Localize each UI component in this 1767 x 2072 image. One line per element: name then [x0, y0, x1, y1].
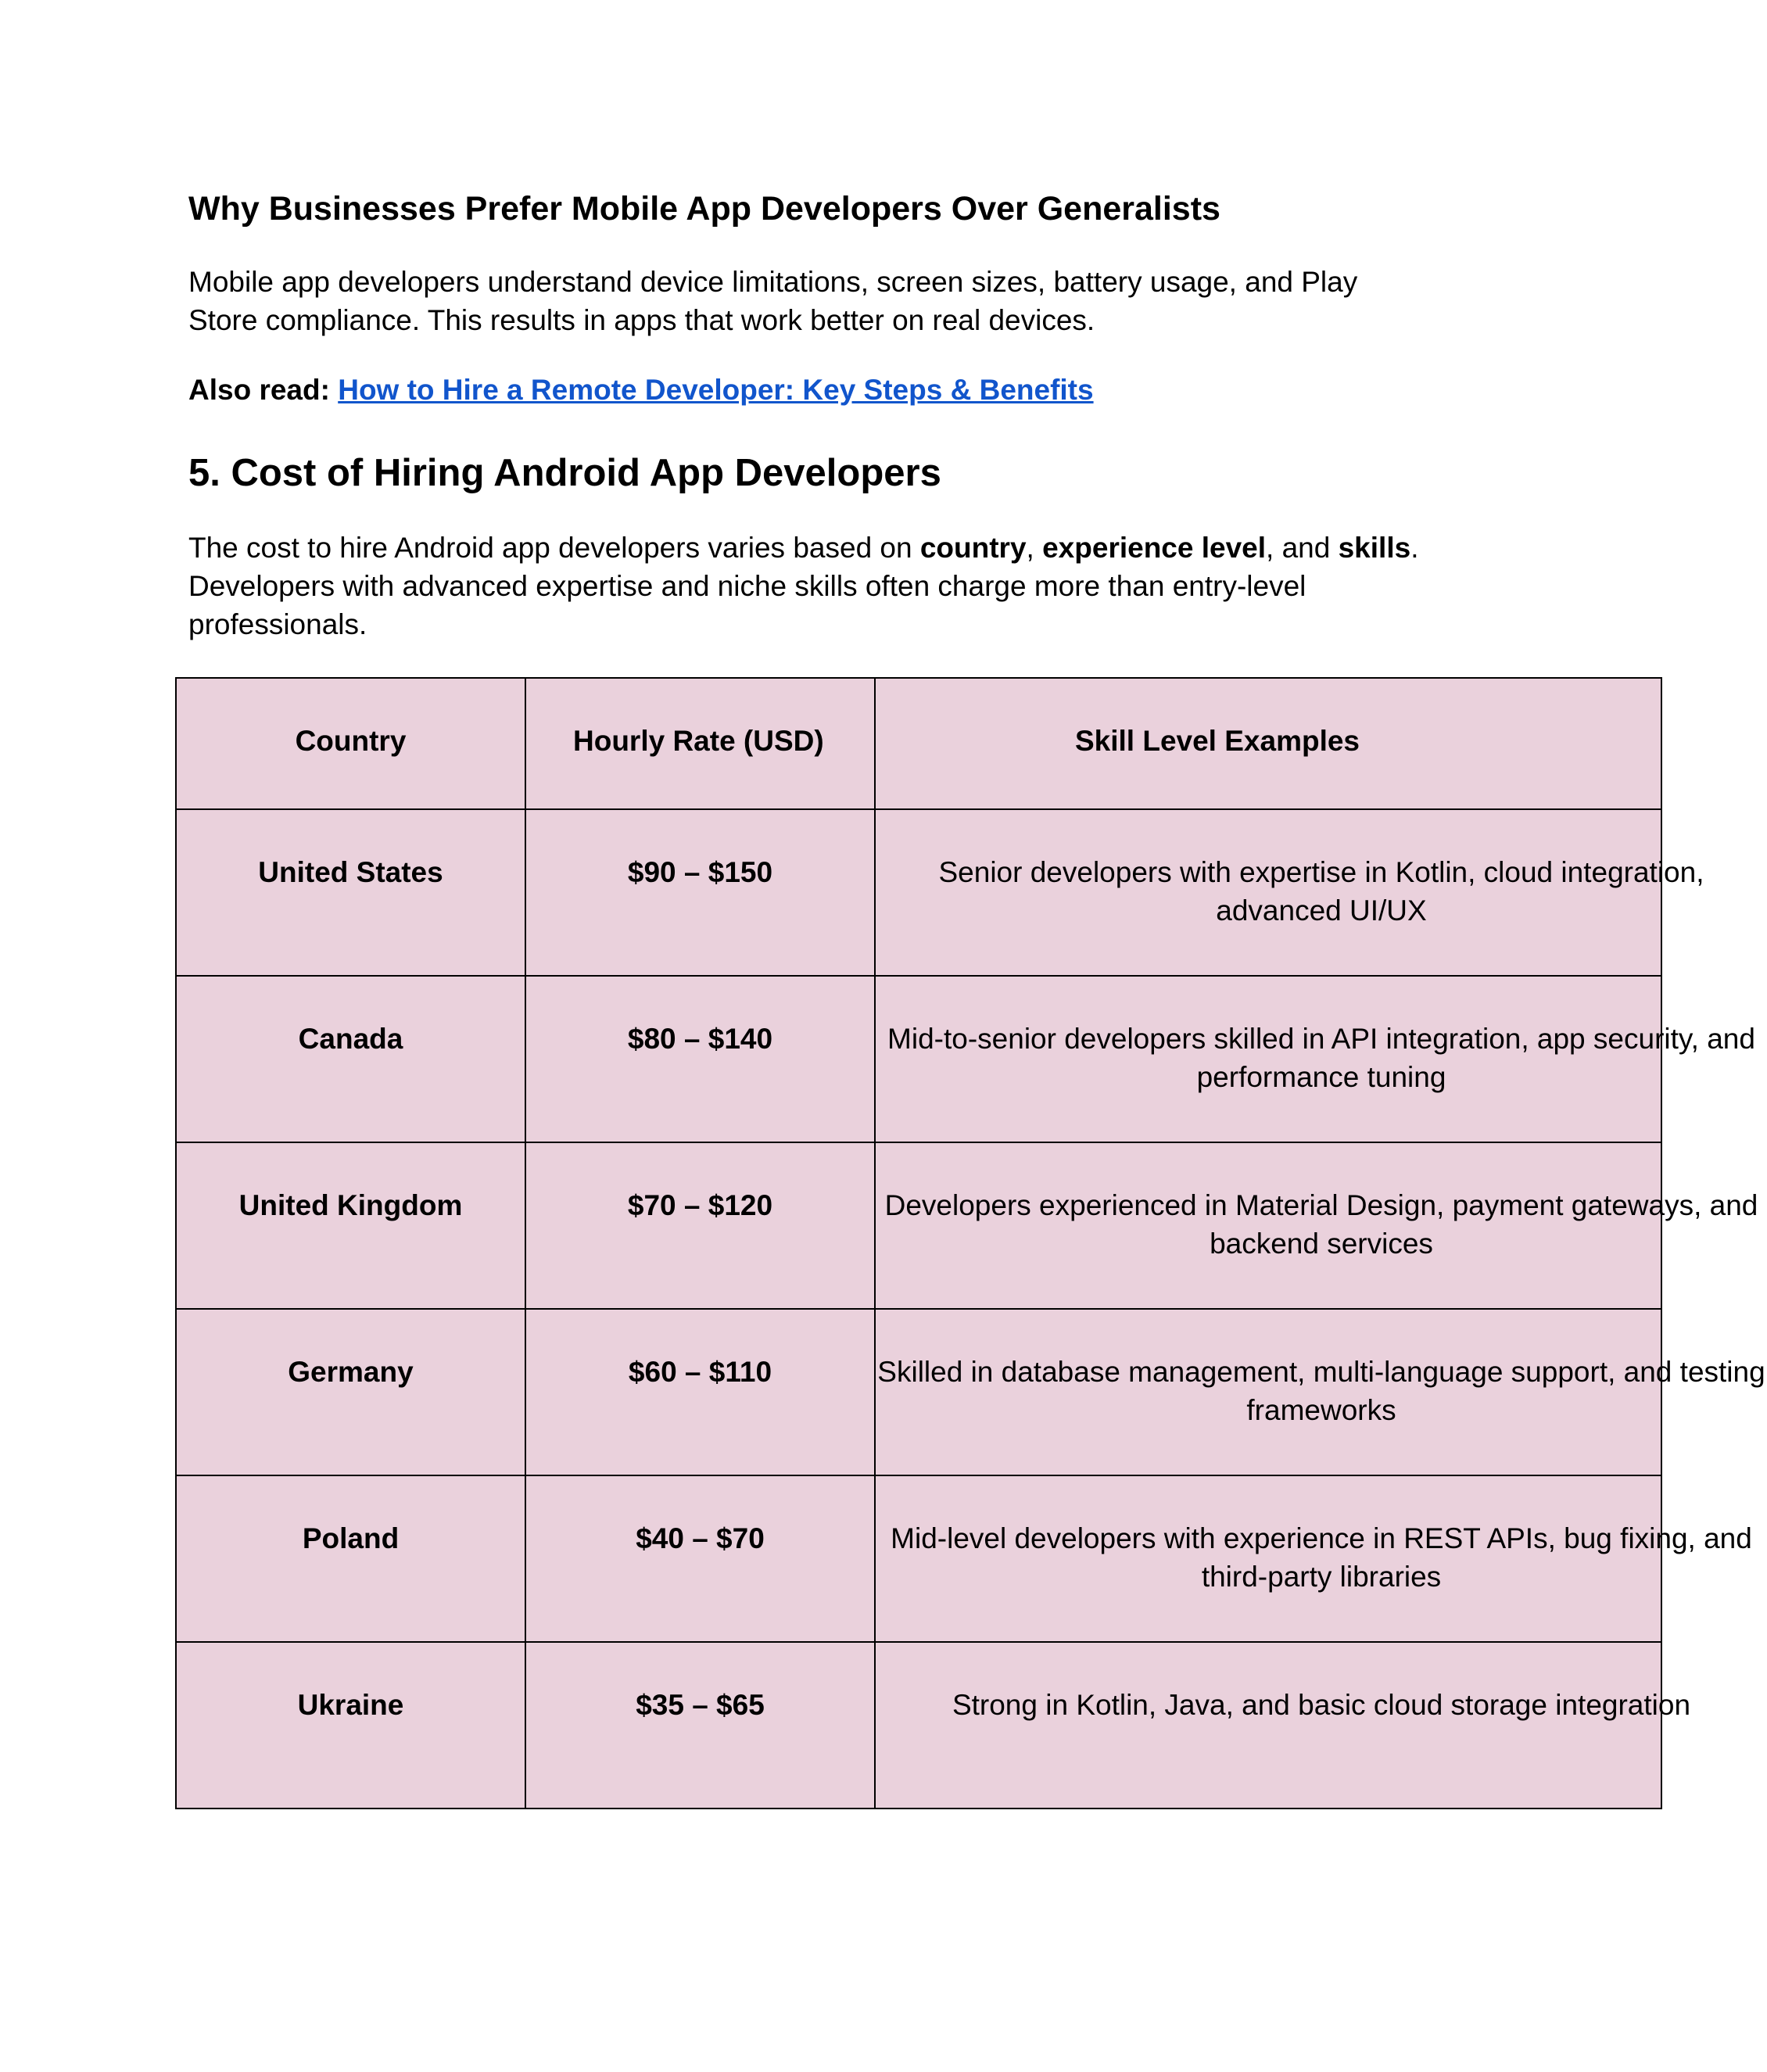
table-row: [176, 1309, 1661, 1475]
cell-country: United Kingdom: [176, 1142, 525, 1309]
cell-skills: Senior developers with expertise in Kotlin, cloud integration, advanced UI/UX: [875, 809, 1661, 976]
header-country: Country: [176, 678, 525, 809]
cell-country: United States: [176, 809, 525, 976]
cell-skills: Skilled in database management, multi-language support, and testing frameworks: [875, 1309, 1661, 1475]
cell-skills: Developers experienced in Material Design, payment gateways, and backend services: [875, 1142, 1661, 1309]
cell-rate: $90 – $150: [525, 809, 875, 976]
cell-rate: $35 – $65: [525, 1642, 875, 1809]
table-row: [176, 976, 1661, 1142]
cell-skills: Mid-level developers with experience in REST APIs, bug fixing, and third-party libraries: [875, 1475, 1661, 1642]
cell-country: Germany: [176, 1309, 525, 1475]
cost-paragraph-bold-country: country: [919, 532, 1027, 564]
cost-paragraph-bold-skills: skills: [1338, 532, 1411, 564]
header-hourly-rate: Hourly Rate (USD): [525, 678, 875, 809]
also-read-label: Also read:: [188, 374, 330, 406]
cell-country: Ukraine: [176, 1642, 525, 1809]
cost-paragraph-text-1: The cost to hire Android app developers varies based on: [188, 532, 920, 564]
cell-rate: $40 – $70: [525, 1475, 875, 1642]
cell-rate: $80 – $140: [525, 976, 875, 1142]
table-row: [176, 1642, 1661, 1809]
cost-heading: 5. Cost of Hiring Android App Developers: [188, 452, 941, 494]
cell-rate: $70 – $120: [525, 1142, 875, 1309]
cost-paragraph-text-2: ,: [1026, 532, 1043, 564]
cost-paragraph-text-3: , and: [1266, 532, 1339, 564]
also-read-link[interactable]: How to Hire a Remote Developer: Key Steps & Benefits: [338, 374, 1094, 406]
table-row: [176, 809, 1661, 976]
cell-country: Canada: [176, 976, 525, 1142]
cell-country: Poland: [176, 1475, 525, 1642]
cell-skills: Strong in Kotlin, Java, and basic cloud storage integration: [875, 1642, 1661, 1809]
also-read-line: [188, 371, 1094, 409]
header-skill-level: Skill Level Examples: [875, 678, 1661, 809]
table-header-row: [176, 678, 1661, 809]
cost-paragraph-bold-experience: experience level: [1042, 532, 1267, 564]
table-row: [176, 1475, 1661, 1642]
cell-rate: $60 – $110: [525, 1309, 875, 1475]
cost-paragraph-text-4: . Developers with advanced expertise and niche skills often charge more than entry-level professionals.: [188, 532, 1419, 640]
cost-paragraph: [188, 529, 1455, 643]
cost-table: [175, 677, 1765, 1809]
table-row: [176, 1142, 1661, 1309]
intro-paragraph: Mobile app developers understand device limitations, screen sizes, battery usage, and Play Store compliance. This results in apps that work better on real devices.: [188, 266, 1358, 336]
section-heading: Why Businesses Prefer Mobile App Developers Over Generalists: [188, 190, 1220, 228]
cell-skills: Mid-to-senior developers skilled in API integration, app security, and performance tuning: [875, 976, 1661, 1142]
